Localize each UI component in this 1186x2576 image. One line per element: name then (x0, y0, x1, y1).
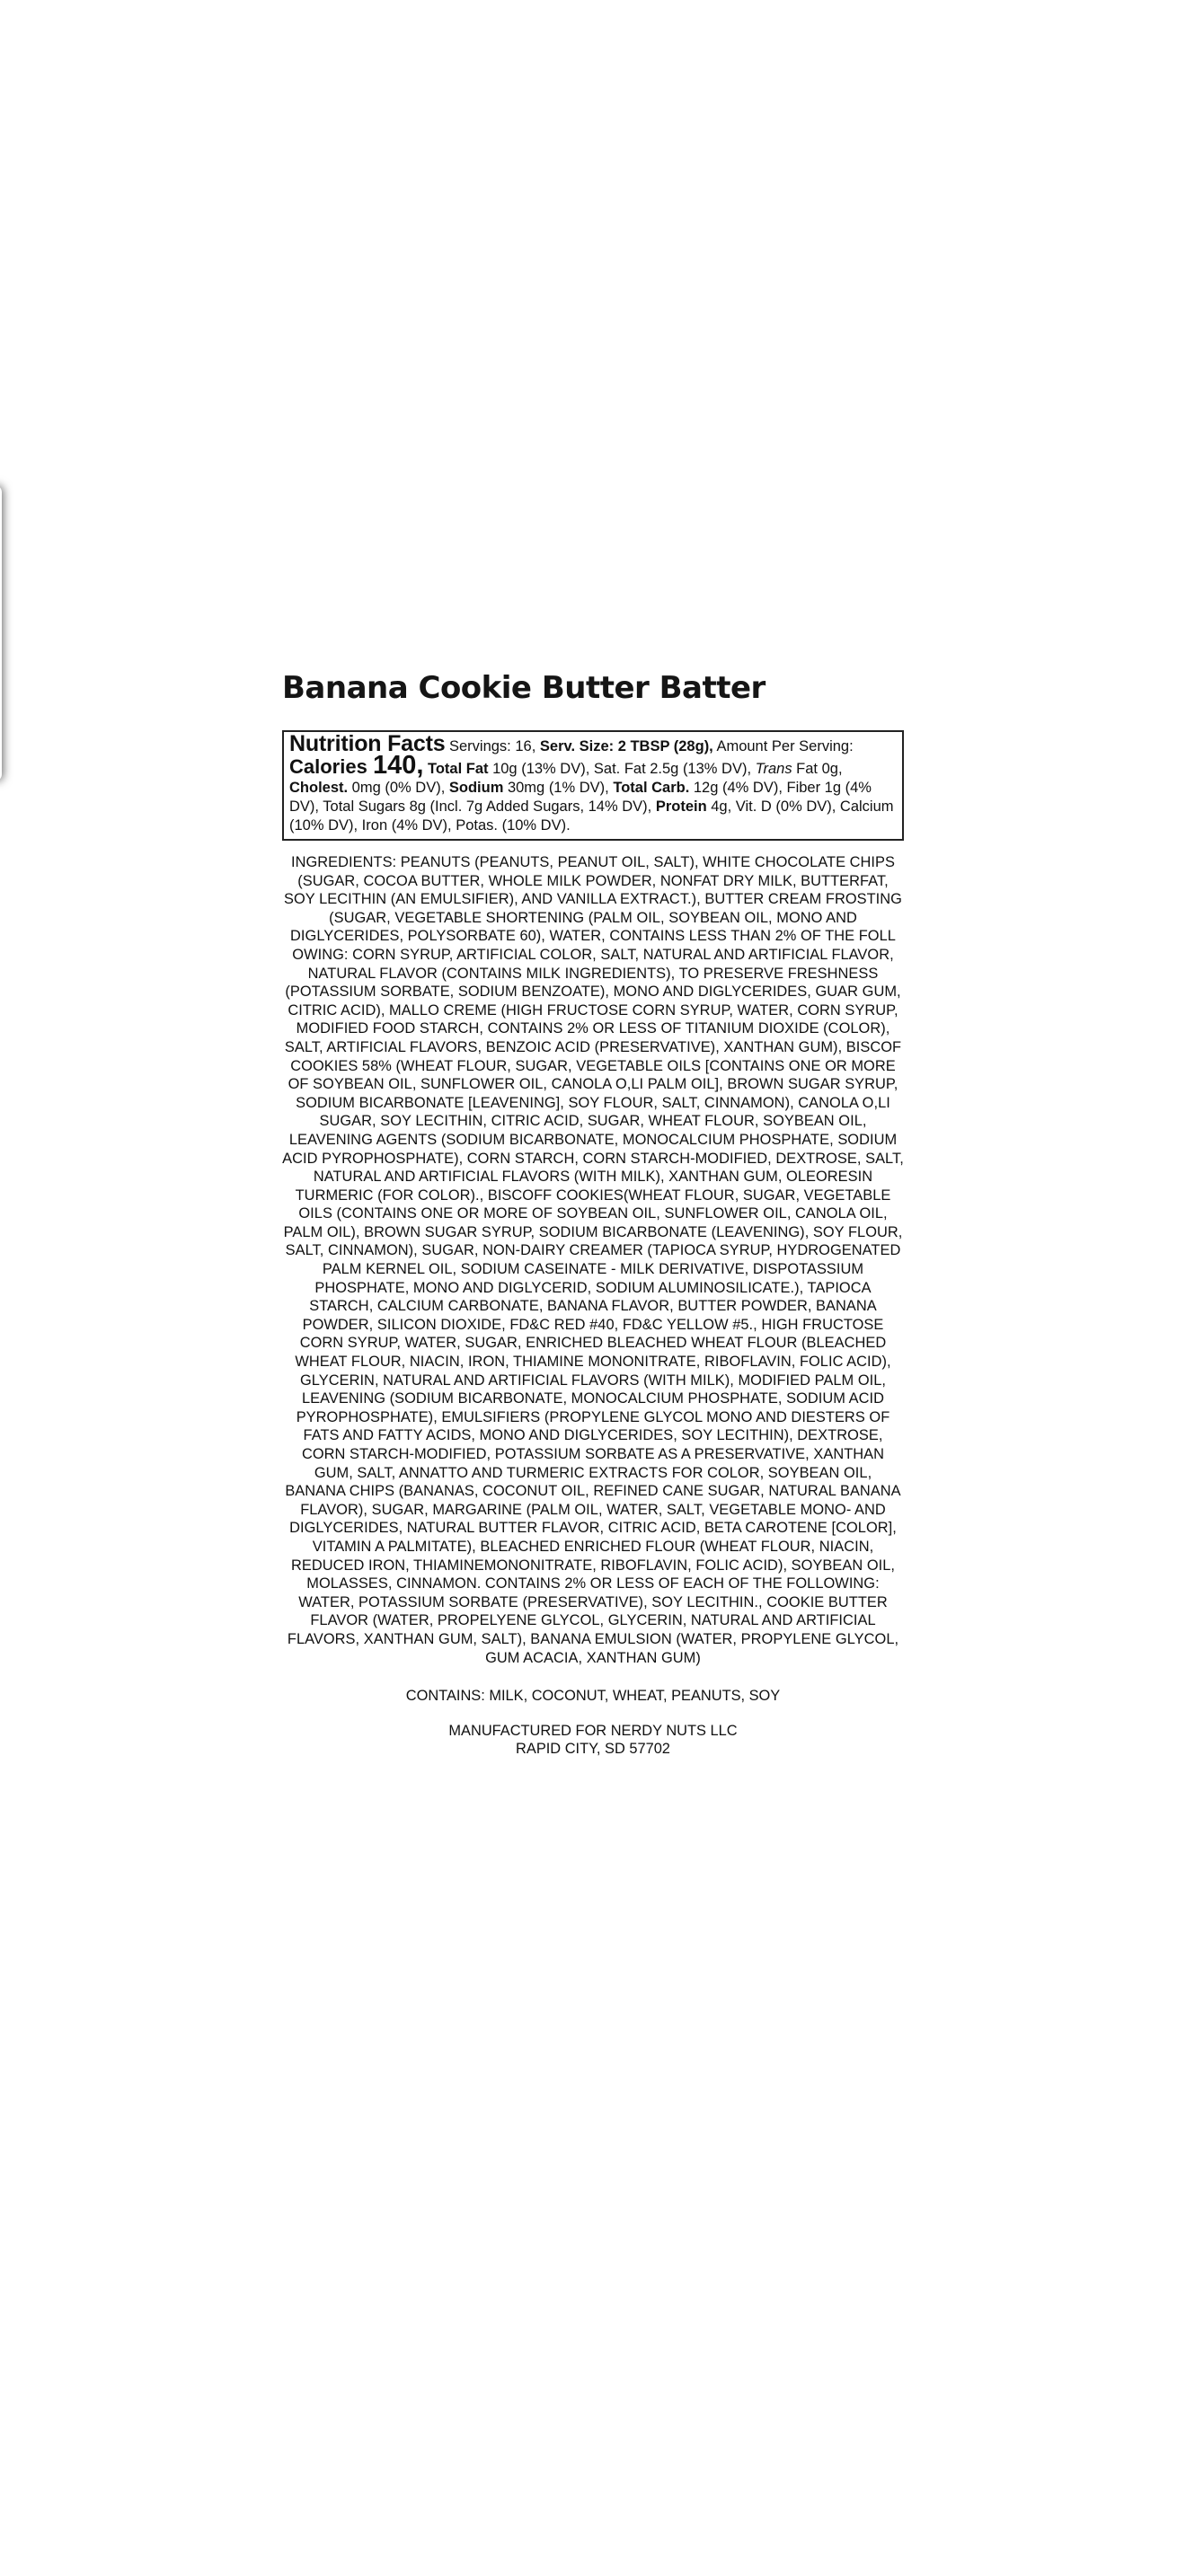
protein-label: Protein (655, 798, 707, 815)
amount-per-serving: Amount Per Serving: (712, 738, 854, 754)
total-fat-value: 10g (13% DV), Sat. Fat 2.5g (13% DV), (488, 761, 756, 777)
total-carb-value: 12g (4% DV), Fiber 1g (4% DV), Total Sugars 8g (Incl. 7g Added Sugars, 14% DV), (289, 780, 872, 815)
manufacturer-address: RAPID CITY, SD 57702 (516, 1741, 670, 1758)
protein-value: 4g, Vit. D (0% DV), Calcium (10% DV), Iron (4% DV), Potas. (10% DV). (289, 798, 894, 834)
serving-size: Serv. Size: 2 TBSP (28g), (539, 738, 713, 754)
sodium-label: Sodium (448, 780, 504, 796)
nutrition-facts-title: Nutrition Facts (289, 731, 446, 756)
calories-label: Calories (289, 755, 373, 778)
adjacent-panel-edge (0, 485, 2, 781)
allergen-statement: CONTAINS: MILK, COCONUT, WHEAT, PEANUTS, SOY (405, 1688, 781, 1705)
trans-fat-value: Fat 0g, (792, 761, 843, 777)
product-label (282, 668, 904, 1759)
product-title: Banana Cookie Butter Batter (282, 670, 766, 706)
manufacturer-info (282, 1722, 904, 1759)
servings-text: Servings: 16, (445, 738, 540, 754)
cholesterol-value: 0mg (0% DV), (348, 780, 449, 796)
sodium-value: 30mg (1% DV), (503, 780, 614, 796)
nutrition-facts-box (282, 730, 904, 841)
total-fat-label: Total Fat (423, 761, 489, 777)
total-carb-label: Total Carb. (613, 780, 690, 796)
ingredients-text: INGREDIENTS: PEANUTS (PEANUTS, PEANUT OIL, SALT), WHITE CHOCOLATE CHIPS (SUGAR, COCOA BUTTER, WHOLE MILK POWDER, NONFAT DRY MILK, BUTTERFAT, SOY LECITHIN (AN EMULSIFIER), AND VANILLA EXTRACT.), BUTTER CREAM FROSTING (SUGAR, VEGETABLE SHORTENING (PALM OIL, SOYBEAN OIL, MONO AND DIGLYCERIDES, POLYSORBATE 60), WATER, CONTAINS LESS THAN 2% OF THE FOLL OWING: CORN SYRUP, ARTIFICIAL COLOR, SALT, NATURAL AND ARTIFICIAL FLAVOR, NATURAL FLAVOR (CONTAINS MILK INGREDIENTS), TO PRESERVE FRESHNESS (POTASSIUM SORBATE, SODIUM BENZOATE), MONO AND DIGLYCERIDES, GUAR GUM, CITRIC ACID), MALLO CREME (HIGH FRUCTOSE CORN SYRUP, WATER, CORN SYRUP, MODIFIED FOOD STARCH, CONTAINS 2% OR LESS OF TITANIUM DIOXIDE (COLOR), SALT, ARTIFICIAL FLAVORS, BENZOIC ACID (PRESERVATIVE), XANTHAN GUM), BISCOF COOKIES 58% (WHEAT FLOUR, SUGAR, VEGETABLE OILS [CONTAINS ONE OR MORE OF SOYBEAN OIL, SUNFLOWER OIL, CANOLA O,LI PALM OIL], BROWN SUGAR SYRUP, SODIUM BICARBONATE [LEAVENING], SOY FLOUR, SALT, CINNAMON), CANOLA O,LI SUGAR, SOY LECITHIN, CITRIC ACID, SUGAR, WHEAT FLOUR, SOYBEAN OIL, LEAVENING AGENTS (SODIUM BICARBONATE, MONOCALCIUM PHOSPHATE, SODIUM ACID PYROPHOSPHATE), CORN STARCH, CORN STARCH-MODIFIED, DEXTROSE, SALT, NATURAL AND ARTIFICIAL FLAVORS (WITH MILK), XANTHAN GUM, OLEORESIN TURMERIC (FOR COLOR)., BISCOFF COOKIES(WHEAT FLOUR, SUGAR, VEGETABLE OILS (CONTAINS ONE OR MORE OF SOYBEAN OIL, SUNFLOWER OIL, CANOLA OIL, PALM OIL), BROWN SUGAR SYRUP, SODIUM BICARBONATE (LEAVENING), SOY FLOUR, SALT, CINNAMON), SUGAR, NON-DAIRY CREAMER (TAPIOCA SYRUP, HYDROGENATED PALM KERNEL OIL, SODIUM CASEINATE - MILK DERIVATIVE, DISPOTASSIUM PHOSPHATE, MONO AND DIGLYCERID, SODIUM ALUMINOSILICATE.), TAPIOCA STARCH, CALCIUM CARBONATE, BANANA FLAVOR, BUTTER POWDER, BANANA POWDER, SILICON DIOXIDE, FD&C RED #40, FD&C YELLOW #5., HIGH FRUCTOSE CORN SYRUP, WATER, SUGAR, ENRICHED BLEACHED WHEAT FLOUR (BLEACHED WHEAT FLOUR, NIACIN, IRON, THIAMINE MONONITRATE, RIBOFLAVIN, FOLIC ACID), GLYCERIN, NATURAL AND ARTIFICIAL FLAVORS (WITH MILK), MODIFIED PALM OIL, LEAVENING (SODIUM BICARBONATE, MONOCALCIUM PHOSPHATE, SODIUM ACID PYROPHOSPHATE), EMULSIFIERS (PROPYLENE GLYCOL MONO AND DIESTERS OF FATS AND FATTY ACIDS, MONO AND DIGLYCERIDES, SOY LECITHIN), DEXTROSE, CORN STARCH-MODIFIED, POTASSIUM SORBATE AS A PRESERVATIVE, XANTHAN GUM, SALT, ANNATTO AND TURMERIC EXTRACTS FOR COLOR, SOYBEAN OIL, BANANA CHIPS (BANANAS, COCONUT OIL, REFINED CANE SUGAR, NATURAL BANANA FLAVOR), SUGAR, MARGARINE (PALM OIL, WATER, SALT, VEGETABLE MONO- AND DIGLYCERIDES, NATURAL BUTTER FLAVOR, CITRIC ACID, BETA CAROTENE [COLOR], VITAMIN A PALMITATE), BLEACHED ENRICHED FLOUR (WHEAT FLOUR, NIACIN, REDUCED IRON, THIAMINEMONONITRATE, RIBOFLAVIN, FOLIC ACID), SOYBEAN OIL, MOLASSES, CINNAMON. CONTAINS 2% OR LESS OF EACH OF THE FOLLOWING: WATER, POTASSIUM SORBATE (PRESERVATIVE), SOY LECITHIN., COOKIE BUTTER FLAVOR (WATER, PROPELYENE GLYCOL, GLYCERIN, NATURAL AND ARTIFICIAL FLAVORS, XANTHAN GUM, SALT), BANANA EMULSION (WATER, PROPYLENE GLYCOL, GUM ACACIA, XANTHAN GUM) (282, 854, 904, 1666)
cholesterol-label: Cholest. (289, 780, 349, 796)
calories-value: 140, (372, 751, 424, 780)
trans-fat-label: Trans (755, 761, 792, 777)
manufacturer-name: MANUFACTURED FOR NERDY NUTS LLC (448, 1722, 738, 1739)
